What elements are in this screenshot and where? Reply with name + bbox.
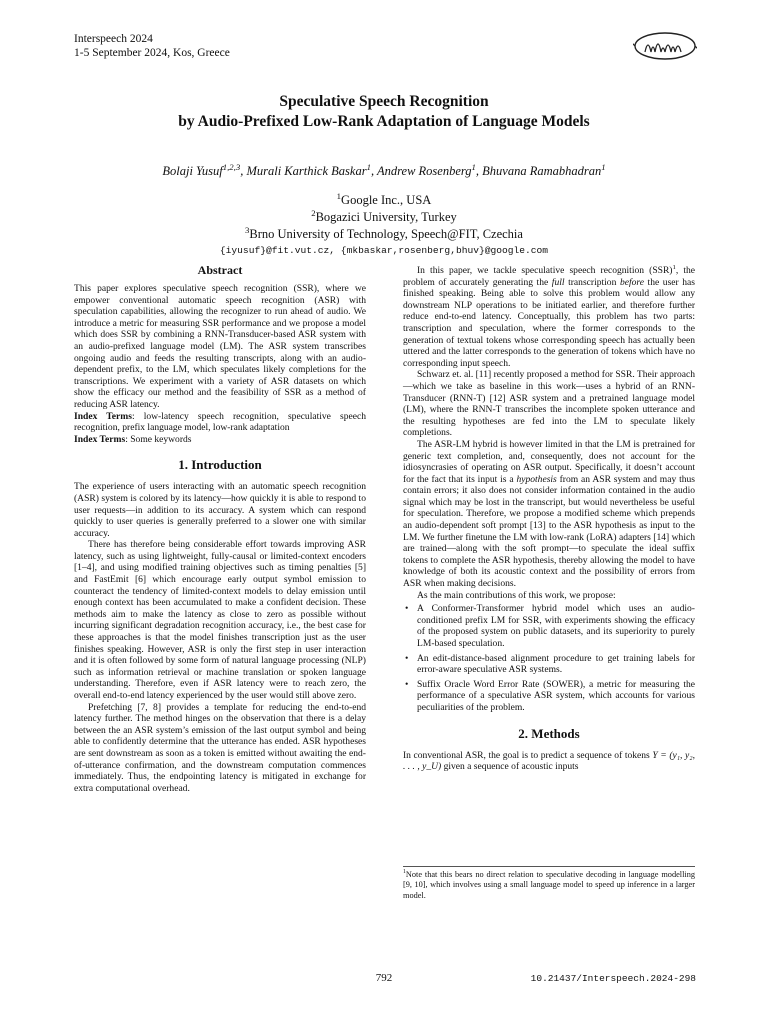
index-terms: Index Terms: low-latency speech recognition, speculative speech recognition, prefix language model, low-rank adaptation xyxy=(74,410,367,434)
abstract-body: This paper explores speculative speech recognition (SSR), where we empower conventional automatic speech recognition (ASR) with speculation capabilities, allowing the recognizer to run ahead of audio. We introduce a metric for measuring SSR performance and we propose a model which does SSR by combining a RNN-Transducer-based ASR system with an audio-prefixed language model (LM). The ASR system transcribes ongoing audio and feeds the resulting transcripts, along with an audio-dependent prefix, to the LM, which speculates likely completions for the transcriptions. We experiment with a variety of ASR datasets on which show the efficacy our method and the feasibility of SSR as a method of reducing ASR latency. xyxy=(74,283,366,410)
left-column xyxy=(74,262,366,794)
affiliation: $^3$Brno University of Technology, Speech@FIT, Czechia xyxy=(245,224,523,241)
isca-logo-icon xyxy=(633,26,697,66)
body-paragraph: In this paper, we tackle speculative speech recognition (SSR)$^1$, the problem of accurately generating the full transcription before the user has finished speaking. Being able to solve this problem would allow any downstream NLP operations to be initiated earlier, and therefore further reduce end-to-end latency. Conceptually, this problem has two parts: transcription and speculation, where the former corresponds to the generation of textual tokens whose corresponding speech has actually been uttered and the latter corresponds to the generation of tokens which have no corresponding input speech. xyxy=(403,263,696,369)
title-line-1: Speculative Speech Recognition xyxy=(279,93,489,110)
bullet-icon: • xyxy=(405,603,409,615)
body-paragraph: Schwarz et. al. [11] recently proposed a method for SSR. Their approach—which we take as baseline in this work—uses a hybrid of an RNN-Transducer (RNN-T) [12] ASR system and a pretrained language model (LM), where the RNN-T transcribes the incomplete spoken utterance and the resulting hypotheses are fed into the LM to speculate likely completions. xyxy=(403,369,695,439)
intro-paragraph: There has therefore being considerable effort towards improving ASR latency, such as using lightweight, fully-causal or limited-context encoders [1–4], and using modified training objectives such as timing penalties [5] and FastEmit [6] which encourage early output symbol emission to counteract the tendency of limited-context models to delay emission until enough context has been accumulated to make a confident decision. These methods aim to make the latency as close to zero as possible without incurring significant degradation recognition accuracy, i.e., the best case for these approaches is that the model finishes transcription just as the user finishes speaking. However, ASR is only the first step in user interaction and it is often followed by some form of natural language processing (NLP) such as information retrieval or machine translation or spoken language understanding. Therefore, even if ASR latency were to reach zero, the overall end-to-end latency experienced by the user would still above zero. xyxy=(74,539,366,701)
list-item: • Suffix Oracle Word Error Rate (SOWER), a metric for measuring the performance of a speculative ASR system, which accounts for various peculiarities of the problem. xyxy=(405,678,695,713)
abstract-heading: Abstract xyxy=(197,263,243,277)
intro-paragraph: Prefetching [7, 8] provides a template for reducing the end-to-end latency further. The method hinges on the observation that there is a delay between the an ASR system’s emission of the last output symbol and being able to confidently determine that the utterance has ended. ASR hypotheses are sent downstream as soon as a token is emitted without awaiting the end-of-utterance confirmation, and the downstream computation commences immediately. Thus, the endpointing latency is mitigated in exchange for extra computational overhead. xyxy=(74,701,366,794)
author-list xyxy=(40,163,728,179)
paper-title xyxy=(60,92,708,132)
keywords: Index Terms: Some keywords xyxy=(74,433,192,445)
body-paragraph: As the main contributions of this work, we propose: xyxy=(417,589,616,601)
author: Andrew Rosenberg$^1$, xyxy=(376,161,483,178)
author: Bhuvana Ramabhadran$^1$ xyxy=(482,161,606,178)
contributions-list xyxy=(403,603,695,713)
doi-link[interactable]: 10.21437/Interspeech.2024-298 xyxy=(530,973,696,984)
affiliation: $^1$Google Inc., USA xyxy=(336,190,432,207)
methods-heading: 2. Methods xyxy=(518,725,580,741)
list-item: • An edit-distance-based alignment procedure to get training labels for error-aware speculative ASR systems. xyxy=(405,652,695,676)
body-paragraph: In conventional ASR, the goal is to predict a sequence of tokens Y = (y₁, y₂, . . . , y_U) given a sequence of acoustic inputs xyxy=(403,749,695,773)
body-paragraph: The ASR-LM hybrid is however limited in that the LM is pretrained for generic text completion, and, consequently, does not account for the idiosyncrasies of operating on ASR output. Specifically, it doesn’t account for the fact that its input is a hypothesis from an ASR system and may thus contain errors; it also does not consider information contained in the audio signal which may be lost in the transcript, but would nevertheless be useful for speculation. Therefore, we propose a modified scheme which prepends an audio-dependent soft prompt [13] to the ASR hypothesis as input to the LM. We further finetune the LM with low-rank (LoRA) adapters [14] which are trained—along with the soft prompt—to speculate the ideal suffix tokens to complete the ASR hypothesis, thereby allowing the model to have knowledge of both its acoustic context and the possibility of errors from ASR when making decisions. xyxy=(403,438,695,590)
affiliation: $^2$Bogazici University, Turkey xyxy=(311,207,457,224)
list-item: • A Conformer-Transformer hybrid model which uses an audio-conditioned prefix LM for SSR, with experiments showing the efficacy of the proposed system on public datasets, and its superiority to purely LM-based speculation. xyxy=(405,603,695,649)
title-line-2: by Audio-Prefixed Low-Rank Adaptation of Language Models xyxy=(178,113,590,130)
author: Murali Karthick Baskar$^1$, xyxy=(246,161,377,178)
author: Bolaji Yusuf$^{1,2,3}$, xyxy=(162,161,247,178)
bullet-icon: • xyxy=(405,652,409,664)
introduction-heading: 1. Introduction xyxy=(178,457,262,473)
conference-dates: 1-5 September 2024, Kos, Greece xyxy=(74,47,230,59)
intro-paragraph: The experience of users interacting with an automatic speech recognition (ASR) system is colored by its latency—how quickly it is able to respond to user requests—in addition to its accuracy. A system which can respond quickly to user queries is generally preferred to a slower one with similar accuracy. xyxy=(74,481,366,539)
author-emails: {iyusuf}@fit.vut.cz, {mkbaskar,rosenberg,bhuv}@google.com xyxy=(219,245,549,256)
conference-header xyxy=(74,32,230,60)
affiliations xyxy=(100,192,668,243)
conference-name: Interspeech 2024 xyxy=(74,33,153,45)
page-number: 792 xyxy=(375,972,393,984)
bullet-icon: • xyxy=(405,678,409,690)
footnote: $^1$Note that this bears no direct relation to speculative decoding in language modelling [9, 10], which involves using a small language model to speed up inference in a larger model. xyxy=(403,866,695,901)
right-column xyxy=(403,265,695,773)
